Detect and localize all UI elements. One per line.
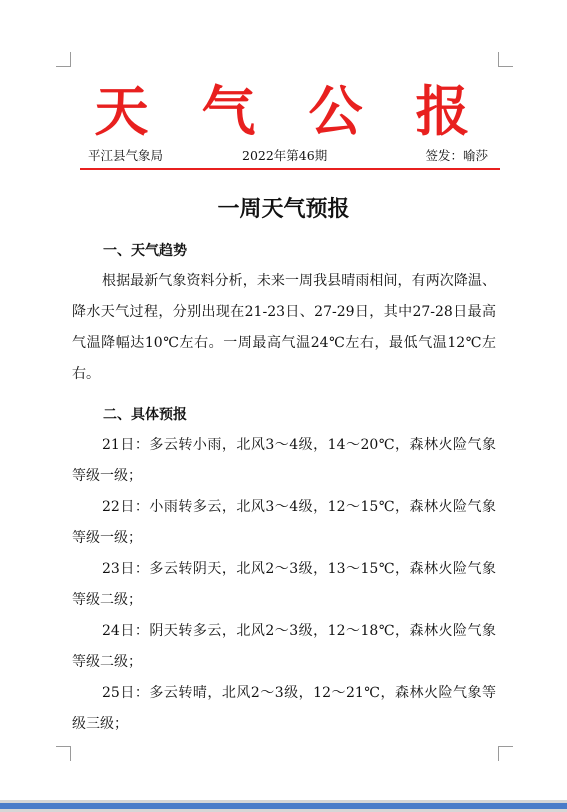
signer: 签发：喻莎 (425, 148, 488, 163)
issue-info-row (80, 146, 490, 166)
masthead-char: 气 (201, 79, 260, 143)
forecast-item: 22日：小雨转多云，北风3～4级，12～15℃，森林火险气象等级一级； (72, 499, 496, 546)
crop-mark-bottom-right (498, 746, 513, 761)
crop-mark-top-left (56, 52, 71, 67)
agency-name: 平江县气象局 (88, 148, 164, 163)
masthead-divider (80, 168, 500, 170)
masthead-title (70, 76, 498, 143)
masthead-char: 报 (415, 79, 474, 143)
masthead-char: 公 (308, 79, 367, 143)
forecast-item: 25日：多云转晴，北风2～3级，12～21℃，森林火险气象等级三级； (72, 685, 496, 732)
document-title: 一周天气预报 (217, 197, 350, 222)
trend-paragraph: 根据最新气象资料分析，未来一周我县晴雨相间，有两次降温、降水天气过程，分别出现在21-23日、27-29日，其中27-28日最高气温降幅达10℃左右。一周最高气温24℃左右，最低气温12℃左右。 (72, 273, 496, 382)
crop-mark-bottom-left (56, 746, 71, 761)
forecast-item: 24日：阴天转多云，北风2～3级，12～18℃，森林火险气象等级二级； (72, 623, 496, 670)
section-heading-forecast: 二、具体预报 (103, 407, 187, 423)
crop-mark-top-right (498, 52, 513, 67)
masthead-char: 天 (94, 79, 153, 143)
scrollbar-thumb[interactable] (0, 803, 567, 809)
issue-number: 2022年第46期 (242, 148, 328, 163)
forecast-item: 21日：多云转小雨，北风3～4级，14～20℃，森林火险气象等级一级； (72, 437, 496, 484)
forecast-item: 23日：多云转阴天，北风2～3级，13～15℃，森林火险气象等级二级； (72, 561, 496, 608)
horizontal-scrollbar[interactable] (0, 800, 567, 812)
section-heading-trend: 一、天气趋势 (103, 243, 187, 259)
